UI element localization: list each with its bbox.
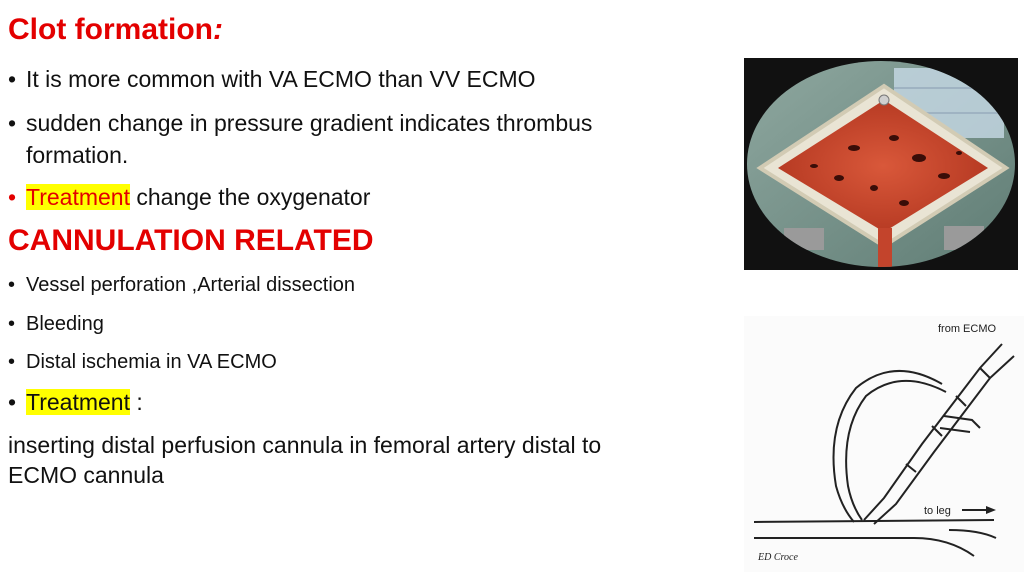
bullet-dot: •	[8, 313, 16, 335]
clot-treatment-label: Treatment	[26, 184, 130, 210]
cannulation-treatment-bullet	[8, 387, 143, 417]
oxygenator-clot-photo	[744, 58, 1018, 270]
distal-perfusion-diagram	[744, 316, 1024, 572]
cannulation-bullet-1	[8, 272, 355, 298]
bullet-dot: •	[8, 389, 17, 415]
bullet-dot: •	[8, 66, 17, 92]
clot-formation-colon: :	[212, 13, 223, 46]
cannulation-heading: CANNULATION RELATED	[8, 224, 374, 257]
bullet-text: It is more common with VA ECMO than VV ECMO	[26, 66, 536, 92]
clot-bullet-1	[8, 64, 536, 94]
bullet-dot: •	[8, 351, 16, 373]
clot-formation-heading	[8, 15, 223, 45]
cannulation-bullet-2	[8, 311, 104, 337]
clot-treatment-line	[26, 182, 370, 212]
bullet-text: Distal ischemia in VA ECMO	[26, 351, 277, 373]
clot-treatment-text: change the oxygenator	[129, 184, 371, 210]
clot-treatment-bullet	[8, 182, 370, 212]
bullet-text: Bleeding	[26, 313, 104, 335]
to-leg-label: to leg	[924, 505, 951, 517]
distal-perfusion-drawing	[744, 316, 1024, 572]
cannulation-treatment-label: Treatment	[26, 389, 130, 415]
clot-bullet-2-continuation: formation.	[26, 142, 129, 168]
artist-signature: ED Croce	[758, 552, 798, 563]
cannulation-treatment-paragraph: inserting distal perfusion cannula in femoral artery distal to ECMO cannula	[8, 432, 602, 488]
clot-bullet-2	[8, 108, 592, 138]
oxygenator-photo-illustration	[744, 58, 1018, 270]
bullet-dot: •	[8, 110, 17, 136]
cannulation-treatment-line	[26, 387, 143, 417]
cannulation-treatment-suffix: :	[129, 389, 143, 415]
from-ecmo-label: from ECMO	[938, 323, 997, 335]
bullet-text: Vessel perforation ,Arterial dissection	[26, 274, 356, 296]
clot-formation-title: Clot formation	[8, 13, 213, 46]
bullet-dot: •	[8, 184, 17, 210]
cannulation-bullet-3	[8, 349, 277, 375]
bullet-text: sudden change in pressure gradient indicates thrombus	[26, 110, 593, 136]
bullet-dot: •	[8, 274, 16, 296]
